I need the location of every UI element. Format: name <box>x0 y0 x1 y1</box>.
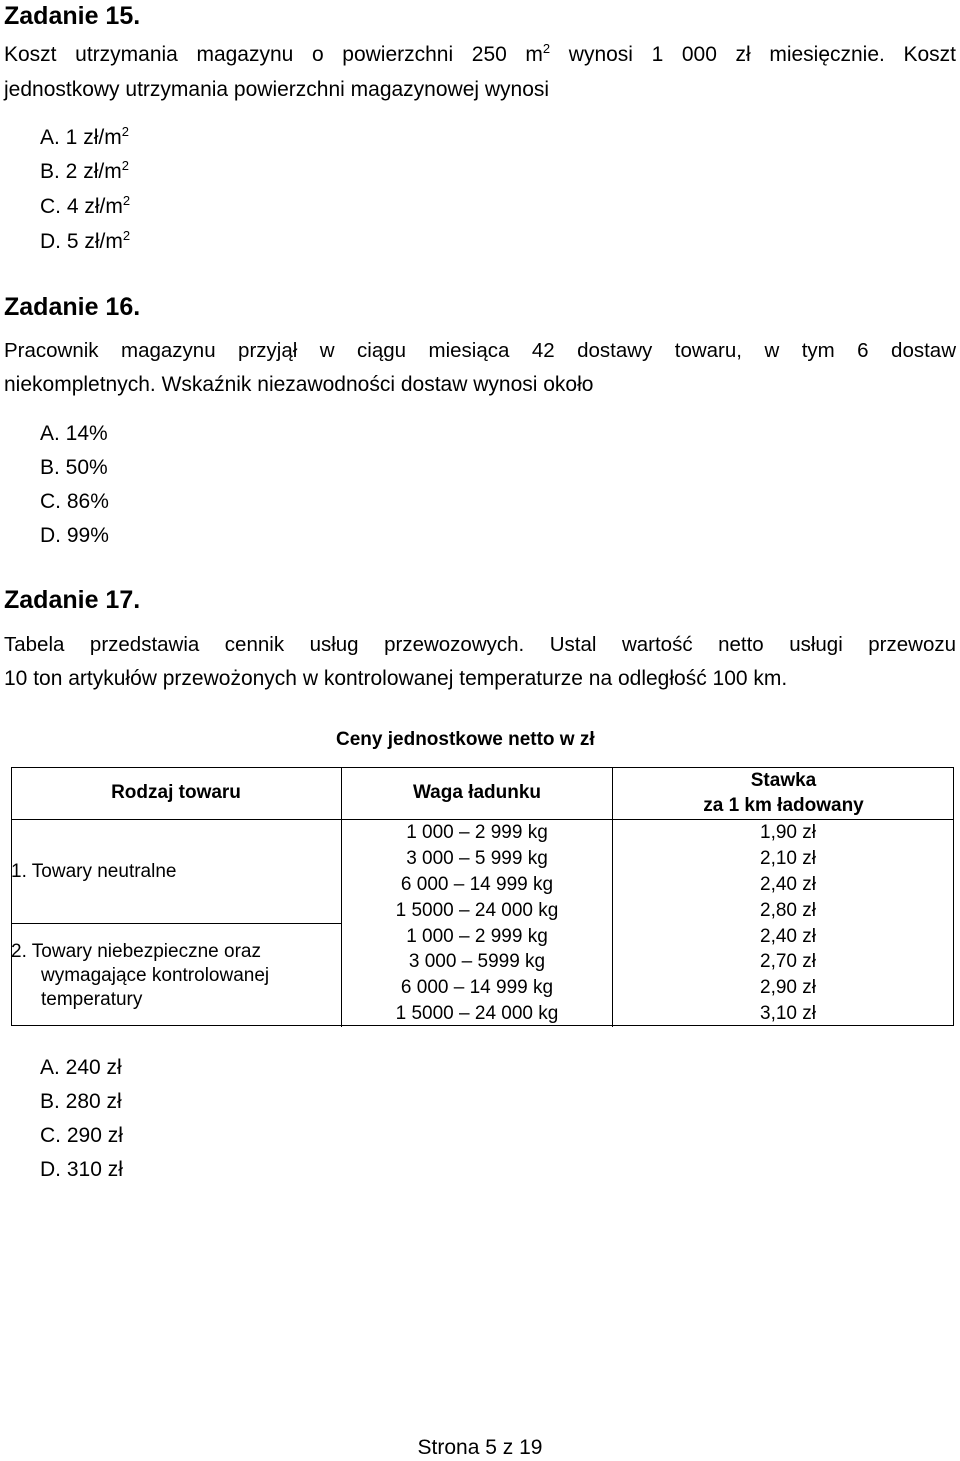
header-type: Rodzaj towaru <box>11 767 342 820</box>
table-header-row <box>11 767 954 820</box>
cell-rate: 1,90 zł <box>760 821 816 843</box>
price-table <box>11 767 954 1027</box>
task15-option-b[interactable]: B. 2 $zł/m^2$ <box>40 158 129 183</box>
table-row <box>11 924 954 950</box>
category-neutral: 1. Towary neutralne <box>11 820 342 924</box>
page-number: Strona 5 z 19 <box>417 1436 543 1459</box>
task16-option-b[interactable]: B. 50% <box>40 456 108 479</box>
cell-rate: 2,90 zł <box>760 977 816 999</box>
table-row <box>11 820 954 846</box>
cell-rate: 2,10 zł <box>760 847 816 869</box>
task17-option-a[interactable]: A. 240 zł <box>40 1056 122 1079</box>
header-weight: Waga ładunku <box>342 767 613 820</box>
cell-rate: 2,70 zł <box>760 951 816 973</box>
cell-rate: 2,80 zł <box>760 899 816 921</box>
task16-question-line2: niekompletnych. Wskaźnik niezawodności dostaw wynosi około <box>4 373 594 396</box>
cell-rate: 2,40 zł <box>760 873 816 895</box>
cell-weight: 3 000 – 5 999 kg <box>342 846 613 872</box>
task15-question-line2: jednostkowy utrzymania powierzchni magazynowej wynosi <box>4 78 550 101</box>
cell-weight: 1 000 – 2 999 kg <box>342 820 613 846</box>
task17-option-b[interactable]: B. 280 zł <box>40 1090 122 1113</box>
cell-weight: 1 5000 – 24 000 kg <box>342 1001 613 1027</box>
task17-question-line1: Tabela przedstawia cennik usług przewozowych. Ustal wartość netto usługi przewozu <box>4 633 956 656</box>
task17-question-line2: 10 ton artykułów przewożonych w kontrolowanej temperaturze na odległość 100 km. <box>4 667 788 690</box>
task15-heading: Zadanie 15. <box>4 2 141 30</box>
category-dangerous: 2. Towary niebezpieczne oraz wymagające kontrolowanej temperatury <box>11 924 342 1028</box>
cell-rate: 3,10 zł <box>760 1003 816 1025</box>
task17-option-d[interactable]: D. 310 zł <box>40 1158 123 1181</box>
table-caption: Ceny jednostkowe netto w zł <box>336 729 595 750</box>
task17-heading: Zadanie 17. <box>4 586 141 614</box>
cell-weight: 3 000 – 5999 kg <box>342 949 613 975</box>
task17-option-c[interactable]: C. 290 zł <box>40 1124 123 1147</box>
task16-option-d[interactable]: D. 99% <box>40 524 109 547</box>
cell-weight: 6 000 – 14 999 kg <box>342 975 613 1001</box>
task15-question-line1: Koszt utrzymania magazynu o powierzchni 250 $m^2$ wynosi 1 000 zł miesięcznie. Koszt <box>4 41 956 66</box>
task15-option-d[interactable]: D. 5 $zł/m^2$ <box>40 228 131 253</box>
task15-option-a[interactable]: A. 1 $zł/m^2$ <box>40 124 129 149</box>
task15-option-c[interactable]: C. 4 $zł/m^2$ <box>40 193 131 218</box>
cell-weight: 1 5000 – 24 000 kg <box>342 898 613 924</box>
task16-question-line1: Pracownik magazynu przyjął w ciągu miesiąca 42 dostawy towaru, w tym 6 dostaw <box>4 339 956 362</box>
header-rate: Stawka za 1 km ładowany <box>613 767 955 820</box>
cell-rate: 2,40 zł <box>760 925 816 947</box>
cell-weight: 6 000 – 14 999 kg <box>342 872 613 898</box>
task16-option-a[interactable]: A. 14% <box>40 422 108 445</box>
task16-option-c[interactable]: C. 86% <box>40 490 109 513</box>
cell-weight: 1 000 – 2 999 kg <box>342 924 613 950</box>
task16-heading: Zadanie 16. <box>4 293 141 321</box>
